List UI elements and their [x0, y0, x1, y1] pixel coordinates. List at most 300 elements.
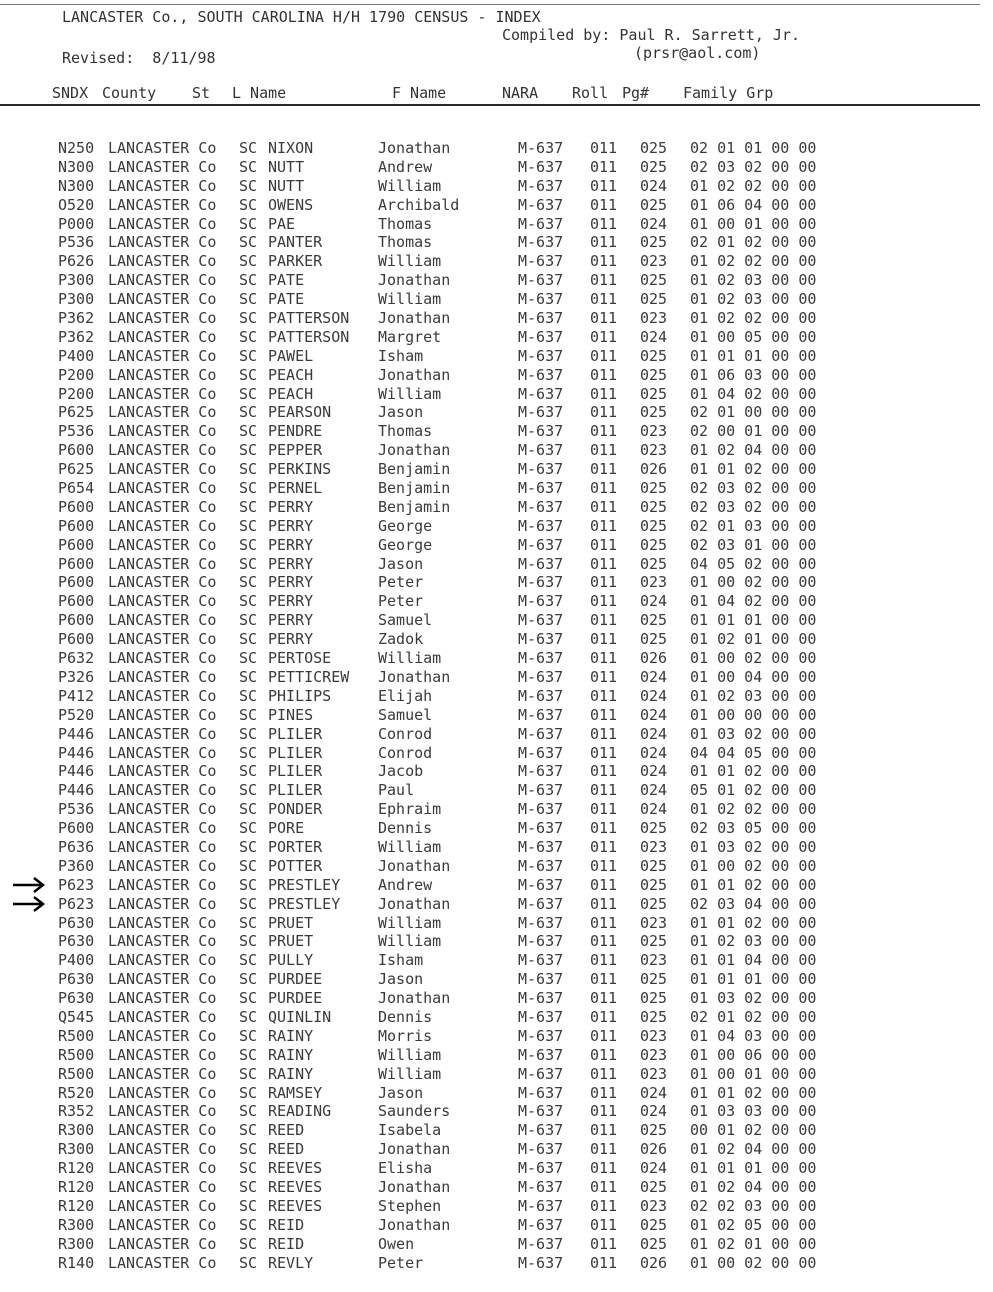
cell-fam: 02 03 05 00 00 [690, 819, 817, 838]
cell-fam: 02 03 01 00 00 [690, 535, 817, 554]
cell-nara: M-637 [518, 346, 564, 365]
table-row [0, 592, 993, 611]
cell-sndx: P600 [58, 535, 95, 554]
cell-roll: 011 [590, 837, 618, 856]
table-row [0, 196, 993, 215]
cell-pg: 024 [640, 327, 668, 346]
cell-county: LANCASTER Co [108, 743, 217, 762]
cell-st: SC [239, 762, 258, 781]
cell-fam: 01 01 04 00 00 [690, 951, 817, 970]
table-row [0, 744, 993, 763]
cell-pg: 025 [640, 384, 668, 403]
cell-st: SC [239, 1007, 258, 1026]
cell-fam: 01 00 04 00 00 [690, 667, 817, 686]
cell-county: LANCASTER Co [108, 233, 217, 252]
cell-roll: 011 [590, 611, 618, 630]
cell-roll: 011 [590, 1234, 618, 1253]
cell-fam: 01 02 03 00 00 [690, 290, 817, 309]
table-row [0, 403, 993, 422]
cell-sndx: P630 [58, 913, 95, 932]
cell-fname: Samuel [378, 705, 433, 724]
cell-pg: 023 [640, 951, 668, 970]
cell-pg: 023 [640, 309, 668, 328]
cell-fname: Ephraim [378, 800, 442, 819]
cell-pg: 023 [640, 1026, 668, 1045]
cell-lname: PARKER [268, 252, 323, 271]
cell-st: SC [239, 157, 258, 176]
table-row [0, 215, 993, 234]
cell-roll: 011 [590, 762, 618, 781]
cell-fname: Dennis [378, 819, 433, 838]
cell-county: LANCASTER Co [108, 724, 217, 743]
cell-pg: 025 [640, 1234, 668, 1253]
cell-nara: M-637 [518, 781, 564, 800]
cell-sndx: P626 [58, 252, 95, 271]
cell-lname: PLILER [268, 724, 323, 743]
cell-lname: NIXON [268, 139, 314, 157]
cell-lname: RAMSEY [268, 1083, 323, 1102]
cell-lname: PERRY [268, 592, 314, 611]
table-row [0, 271, 993, 290]
cell-pg: 025 [640, 535, 668, 554]
cell-fam: 02 03 02 00 00 [690, 479, 817, 498]
cell-pg: 025 [640, 271, 668, 290]
cell-lname: PEARSON [268, 403, 332, 422]
table-row [0, 781, 993, 800]
cell-roll: 011 [590, 743, 618, 762]
cell-sndx: P600 [58, 573, 95, 592]
top-rule [0, 4, 980, 5]
cell-st: SC [239, 800, 258, 819]
cell-pg: 025 [640, 403, 668, 422]
cell-pg: 025 [640, 365, 668, 384]
table-row [0, 422, 993, 441]
cell-nara: M-637 [518, 970, 564, 989]
cell-roll: 011 [590, 176, 618, 195]
cell-county: LANCASTER Co [108, 535, 217, 554]
cell-fname: Peter [378, 592, 424, 611]
cell-nara: M-637 [518, 1102, 564, 1121]
cell-pg: 024 [640, 592, 668, 611]
cell-county: LANCASTER Co [108, 1215, 217, 1234]
cell-roll: 011 [590, 441, 618, 460]
cell-nara: M-637 [518, 913, 564, 932]
cell-fam: 01 01 01 00 00 [690, 346, 817, 365]
cell-st: SC [239, 271, 258, 290]
cell-lname: REVLY [268, 1253, 314, 1272]
cell-fam: 01 04 02 00 00 [690, 592, 817, 611]
cell-county: LANCASTER Co [108, 1064, 217, 1083]
table-row [0, 1178, 993, 1197]
col-header-family-grp: Family Grp [683, 84, 774, 102]
cell-fam: 01 04 02 00 00 [690, 384, 817, 403]
cell-lname: PLILER [268, 781, 323, 800]
cell-pg: 025 [640, 139, 668, 157]
cell-lname: REEVES [268, 1177, 323, 1196]
table-row [0, 970, 993, 989]
cell-lname: PERRY [268, 497, 314, 516]
cell-lname: REED [268, 1140, 305, 1159]
cell-sndx: P632 [58, 649, 95, 668]
col-header-sndx: SNDX [52, 84, 89, 102]
cell-fname: George [378, 516, 433, 535]
cell-fname: Andrew [378, 157, 433, 176]
cell-roll: 011 [590, 554, 618, 573]
cell-st: SC [239, 705, 258, 724]
cell-sndx: P600 [58, 516, 95, 535]
cell-st: SC [239, 233, 258, 252]
table-row [0, 385, 993, 404]
cell-lname: PINES [268, 705, 314, 724]
cell-st: SC [239, 1064, 258, 1083]
cell-fam: 01 02 04 00 00 [690, 1177, 817, 1196]
cell-fam: 02 01 01 00 00 [690, 139, 817, 157]
cell-sndx: P623 [58, 894, 95, 913]
cell-pg: 025 [640, 195, 668, 214]
cell-county: LANCASTER Co [108, 516, 217, 535]
cell-st: SC [239, 649, 258, 668]
cell-fam: 02 01 03 00 00 [690, 516, 817, 535]
cell-nara: M-637 [518, 214, 564, 233]
cell-fname: Elijah [378, 686, 433, 705]
cell-sndx: N250 [58, 139, 95, 157]
cell-roll: 011 [590, 630, 618, 649]
cell-nara: M-637 [518, 1026, 564, 1045]
cell-fam: 01 01 02 00 00 [690, 875, 817, 894]
cell-roll: 011 [590, 1140, 618, 1159]
cell-fname: Archibald [378, 195, 460, 214]
cell-sndx: P360 [58, 856, 95, 875]
cell-lname: PERRY [268, 554, 314, 573]
cell-st: SC [239, 535, 258, 554]
cell-fam: 01 01 02 00 00 [690, 1083, 817, 1102]
cell-nara: M-637 [518, 271, 564, 290]
cell-st: SC [239, 365, 258, 384]
cell-roll: 011 [590, 479, 618, 498]
cell-fam: 01 03 02 00 00 [690, 724, 817, 743]
cell-sndx: R140 [58, 1253, 95, 1272]
cell-nara: M-637 [518, 705, 564, 724]
cell-county: LANCASTER Co [108, 856, 217, 875]
cell-sndx: P200 [58, 384, 95, 403]
cell-county: LANCASTER Co [108, 989, 217, 1008]
cell-county: LANCASTER Co [108, 176, 217, 195]
cell-fam: 01 02 05 00 00 [690, 1215, 817, 1234]
cell-st: SC [239, 1196, 258, 1215]
table-row [0, 649, 993, 668]
cell-lname: PULLY [268, 951, 314, 970]
cell-sndx: P200 [58, 365, 95, 384]
cell-nara: M-637 [518, 762, 564, 781]
cell-county: LANCASTER Co [108, 800, 217, 819]
cell-county: LANCASTER Co [108, 441, 217, 460]
cell-st: SC [239, 611, 258, 630]
cell-st: SC [239, 1102, 258, 1121]
cell-lname: PANTER [268, 233, 323, 252]
cell-pg: 025 [640, 856, 668, 875]
cell-lname: NUTT [268, 157, 305, 176]
cell-lname: PERRY [268, 516, 314, 535]
cell-lname: OWENS [268, 195, 314, 214]
cell-pg: 025 [640, 516, 668, 535]
cell-nara: M-637 [518, 819, 564, 838]
cell-roll: 011 [590, 1026, 618, 1045]
table-row [0, 951, 993, 970]
cell-nara: M-637 [518, 403, 564, 422]
cell-roll: 011 [590, 309, 618, 328]
cell-st: SC [239, 460, 258, 479]
cell-fam: 04 05 02 00 00 [690, 554, 817, 573]
table-row [0, 876, 993, 895]
table-row [0, 309, 993, 328]
cell-lname: PURDEE [268, 989, 323, 1008]
cell-fam: 01 00 02 00 00 [690, 856, 817, 875]
cell-sndx: P600 [58, 441, 95, 460]
cell-sndx: P000 [58, 214, 95, 233]
cell-county: LANCASTER Co [108, 309, 217, 328]
cell-fam: 01 06 04 00 00 [690, 195, 817, 214]
cell-county: LANCASTER Co [108, 875, 217, 894]
cell-county: LANCASTER Co [108, 497, 217, 516]
cell-st: SC [239, 176, 258, 195]
table-row [0, 536, 993, 555]
cell-fname: William [378, 252, 442, 271]
cell-roll: 011 [590, 1083, 618, 1102]
cell-sndx: P600 [58, 630, 95, 649]
cell-fam: 01 02 01 00 00 [690, 630, 817, 649]
document-title: LANCASTER Co., SOUTH CAROLINA H/H 1790 CENSUS - INDEX [62, 8, 541, 26]
cell-county: LANCASTER Co [108, 1140, 217, 1159]
table-row [0, 1159, 993, 1178]
cell-fname: Peter [378, 573, 424, 592]
cell-roll: 011 [590, 875, 618, 894]
cell-st: SC [239, 441, 258, 460]
cell-county: LANCASTER Co [108, 252, 217, 271]
cell-nara: M-637 [518, 535, 564, 554]
cell-sndx: P600 [58, 819, 95, 838]
cell-roll: 011 [590, 951, 618, 970]
cell-fam: 02 03 02 00 00 [690, 157, 817, 176]
cell-nara: M-637 [518, 327, 564, 346]
cell-nara: M-637 [518, 1121, 564, 1140]
cell-lname: PEACH [268, 365, 314, 384]
cell-lname: PHILIPS [268, 686, 332, 705]
cell-nara: M-637 [518, 233, 564, 252]
table-row [0, 366, 993, 385]
cell-roll: 011 [590, 516, 618, 535]
cell-fname: Jason [378, 970, 424, 989]
cell-lname: READING [268, 1102, 332, 1121]
cell-roll: 011 [590, 724, 618, 743]
table-row [0, 573, 993, 592]
cell-pg: 024 [640, 1159, 668, 1178]
cell-fam: 01 01 01 00 00 [690, 1159, 817, 1178]
revised-date: Revised: 8/11/98 [62, 49, 216, 67]
cell-county: LANCASTER Co [108, 837, 217, 856]
cell-county: LANCASTER Co [108, 1007, 217, 1026]
cell-pg: 025 [640, 1215, 668, 1234]
cell-lname: PATTERSON [268, 309, 350, 328]
cell-lname: RAINY [268, 1026, 314, 1045]
cell-county: LANCASTER Co [108, 290, 217, 309]
cell-st: SC [239, 516, 258, 535]
table-row [0, 989, 993, 1008]
cell-nara: M-637 [518, 800, 564, 819]
cell-sndx: P362 [58, 309, 95, 328]
cell-roll: 011 [590, 667, 618, 686]
cell-st: SC [239, 252, 258, 271]
table-row [0, 1140, 993, 1159]
cell-st: SC [239, 743, 258, 762]
cell-fname: Jonathan [378, 139, 451, 157]
cell-fam: 01 00 01 00 00 [690, 214, 817, 233]
cell-nara: M-637 [518, 724, 564, 743]
cell-sndx: P446 [58, 762, 95, 781]
cell-fname: Jacob [378, 762, 424, 781]
cell-fname: Benjamin [378, 460, 451, 479]
cell-sndx: R120 [58, 1196, 95, 1215]
cell-nara: M-637 [518, 441, 564, 460]
table-row [0, 725, 993, 744]
table-row [0, 1254, 993, 1273]
cell-county: LANCASTER Co [108, 970, 217, 989]
cell-sndx: P300 [58, 290, 95, 309]
cell-fam: 01 02 02 00 00 [690, 800, 817, 819]
table-row [0, 1008, 993, 1027]
cell-lname: RAINY [268, 1064, 314, 1083]
cell-roll: 011 [590, 1045, 618, 1064]
cell-pg: 023 [640, 1196, 668, 1215]
cell-pg: 026 [640, 1140, 668, 1159]
cell-lname: REID [268, 1234, 305, 1253]
cell-lname: PLILER [268, 762, 323, 781]
cell-roll: 011 [590, 535, 618, 554]
table-row [0, 819, 993, 838]
cell-pg: 025 [640, 630, 668, 649]
cell-fname: Conrod [378, 724, 433, 743]
cell-sndx: R300 [58, 1215, 95, 1234]
cell-sndx: P600 [58, 611, 95, 630]
cell-nara: M-637 [518, 1140, 564, 1159]
cell-county: LANCASTER Co [108, 932, 217, 951]
cell-lname: PATTERSON [268, 327, 350, 346]
table-row [0, 460, 993, 479]
cell-lname: PURDEE [268, 970, 323, 989]
cell-nara: M-637 [518, 1045, 564, 1064]
cell-county: LANCASTER Co [108, 403, 217, 422]
cell-sndx: P446 [58, 743, 95, 762]
cell-county: LANCASTER Co [108, 1196, 217, 1215]
cell-fam: 01 01 01 00 00 [690, 611, 817, 630]
cell-roll: 011 [590, 894, 618, 913]
cell-lname: REEVES [268, 1196, 323, 1215]
header-rule [0, 104, 980, 106]
table-row [0, 1235, 993, 1254]
cell-pg: 024 [640, 214, 668, 233]
cell-sndx: R352 [58, 1102, 95, 1121]
cell-pg: 024 [640, 705, 668, 724]
cell-st: SC [239, 1234, 258, 1253]
cell-lname: REEVES [268, 1159, 323, 1178]
cell-st: SC [239, 1253, 258, 1272]
cell-county: LANCASTER Co [108, 781, 217, 800]
cell-fname: Peter [378, 1253, 424, 1272]
col-header-pg: Pg# [622, 84, 650, 102]
cell-nara: M-637 [518, 1253, 564, 1272]
cell-nara: M-637 [518, 630, 564, 649]
cell-fname: William [378, 649, 442, 668]
cell-nara: M-637 [518, 384, 564, 403]
cell-county: LANCASTER Co [108, 1121, 217, 1140]
cell-fam: 01 03 03 00 00 [690, 1102, 817, 1121]
cell-lname: PERTOSE [268, 649, 332, 668]
cell-lname: PRUET [268, 913, 314, 932]
cell-pg: 024 [640, 724, 668, 743]
table-row [0, 517, 993, 536]
cell-pg: 023 [640, 1064, 668, 1083]
cell-fam: 05 01 02 00 00 [690, 781, 817, 800]
cell-pg: 023 [640, 252, 668, 271]
cell-nara: M-637 [518, 309, 564, 328]
cell-roll: 011 [590, 592, 618, 611]
cell-lname: REID [268, 1215, 305, 1234]
cell-lname: REED [268, 1121, 305, 1140]
right-arrow-icon [12, 877, 46, 893]
table-row [0, 252, 993, 271]
cell-pg: 023 [640, 422, 668, 441]
cell-sndx: P630 [58, 970, 95, 989]
cell-pg: 025 [640, 611, 668, 630]
cell-county: LANCASTER Co [108, 667, 217, 686]
table-row [0, 914, 993, 933]
cell-county: LANCASTER Co [108, 1253, 217, 1272]
cell-st: SC [239, 195, 258, 214]
cell-fam: 01 00 05 00 00 [690, 327, 817, 346]
cell-st: SC [239, 497, 258, 516]
cell-sndx: P600 [58, 554, 95, 573]
cell-fname: Jonathan [378, 1140, 451, 1159]
cell-st: SC [239, 479, 258, 498]
cell-county: LANCASTER Co [108, 705, 217, 724]
cell-county: LANCASTER Co [108, 649, 217, 668]
cell-fam: 01 02 02 00 00 [690, 176, 817, 195]
cell-pg: 024 [640, 762, 668, 781]
table-row [0, 668, 993, 687]
cell-county: LANCASTER Co [108, 214, 217, 233]
cell-nara: M-637 [518, 460, 564, 479]
cell-pg: 025 [640, 1121, 668, 1140]
cell-county: LANCASTER Co [108, 951, 217, 970]
cell-pg: 025 [640, 1177, 668, 1196]
cell-roll: 011 [590, 819, 618, 838]
cell-lname: PAE [268, 214, 296, 233]
table-row [0, 139, 993, 158]
cell-nara: M-637 [518, 252, 564, 271]
cell-county: LANCASTER Co [108, 819, 217, 838]
cell-nara: M-637 [518, 573, 564, 592]
cell-fname: William [378, 837, 442, 856]
table-row [0, 1084, 993, 1103]
cell-nara: M-637 [518, 422, 564, 441]
cell-st: SC [239, 951, 258, 970]
cell-fname: Morris [378, 1026, 433, 1045]
cell-pg: 025 [640, 290, 668, 309]
cell-county: LANCASTER Co [108, 271, 217, 290]
cell-sndx: P625 [58, 403, 95, 422]
table-row [0, 441, 993, 460]
cell-nara: M-637 [518, 1215, 564, 1234]
table-row [0, 498, 993, 517]
